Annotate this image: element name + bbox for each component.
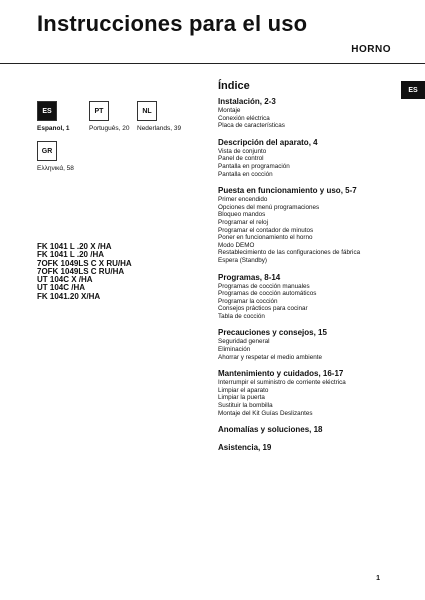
toc-section-heading: Anomalías y soluciones, 18 (218, 425, 323, 435)
language-side-tab: ES (401, 81, 425, 99)
toc-item: Opciones del menú programaciones (218, 203, 320, 211)
language-caption-nl: Nederlands, 39 (137, 125, 182, 132)
toc-section-assistance (218, 442, 408, 453)
language-box-es: ES (37, 101, 57, 121)
toc-item: Pantalla en programación (218, 162, 290, 170)
toc-item: Seguridad general (218, 338, 270, 346)
document-title: Instrucciones para el uso (37, 11, 308, 36)
toc-item: Programas de cocción manuales (218, 282, 310, 290)
toc-item: Vista de conjunto (218, 147, 267, 155)
model-item: UT 104C X /HA (37, 275, 93, 285)
toc-section-installation (218, 96, 408, 130)
toc-item: Poner en funcionamiento el horno (218, 234, 313, 242)
model-item: 7OFK 1049LS C X RU/HA (37, 258, 132, 268)
toc-item: Eliminación (218, 346, 251, 354)
toc-item: Programar el reloj (218, 218, 269, 226)
toc-item: Modo DEMO (218, 241, 255, 249)
language-box-gr: GR (37, 141, 57, 161)
toc-item: Interrumpir el suministro de corriente eléctrica (218, 379, 346, 387)
toc-item: Programar la cocción (218, 297, 278, 305)
toc-item: Panel de control (218, 155, 264, 163)
toc-item: Programar el contador de minutos (218, 226, 314, 234)
toc-section-programs (218, 272, 408, 321)
language-caption-es: Espanol, 1 (37, 125, 70, 132)
model-item: FK 1041 L .20 X /HA (37, 242, 112, 251)
model-item: 7OFK 1049LS C RU/HA (37, 266, 125, 276)
toc-section-heading: Descripción del aparato, 4 (218, 137, 318, 147)
toc-section-startup (218, 185, 408, 264)
toc-item: Restablecimiento de las configuraciones de fábrica (218, 249, 361, 257)
toc-item: Ahorrar y respetar el medio ambiente (218, 353, 322, 361)
toc-section-description (218, 137, 408, 178)
index-heading: Índice (218, 80, 250, 92)
toc-section-heading: Mantenimiento y cuidados, 16-17 (218, 369, 344, 379)
language-box-nl: NL (137, 101, 157, 121)
toc-item: Limpiar el aparato (218, 386, 269, 394)
toc-item: Limpiar la puerta (218, 394, 265, 402)
toc-item: Pantalla en cocción (218, 170, 273, 178)
toc-item: Bloqueo mandos (218, 211, 266, 219)
toc-section-maintenance (218, 368, 408, 417)
toc-section-heading: Precauciones y consejos, 15 (218, 328, 327, 338)
product-type: HORNO (351, 44, 391, 55)
model-item: FK 1041.20 X/HA (37, 291, 101, 301)
toc-section-heading: Programas, 8-14 (218, 272, 281, 282)
language-box-pt: PT (89, 101, 109, 121)
toc-section-heading: Asistencia, 19 (218, 443, 272, 453)
page-number: 1 (376, 575, 380, 582)
table-of-contents (218, 96, 408, 460)
toc-item: Consejos prácticos para cocinar (218, 305, 308, 313)
toc-item: Sustituir la bombilla (218, 402, 273, 410)
model-item: FK 1041 L .20 /HA (37, 250, 104, 260)
toc-item: Programas de cocción automáticos (218, 290, 317, 298)
model-item: UT 104C /HA (37, 283, 86, 293)
toc-item: Conexión eléctrica (218, 114, 270, 122)
toc-item: Montaje (218, 107, 241, 114)
toc-item: Tabla de cocción (218, 312, 265, 320)
toc-item: Primer encendido (218, 196, 268, 204)
model-list (37, 243, 132, 301)
toc-section-troubleshooting (218, 424, 408, 435)
toc-section-precautions (218, 327, 408, 361)
toc-item: Montaje del Kit Guías Deslizantes (218, 409, 313, 417)
language-caption-gr: Ελληνικά, 58 (37, 165, 74, 172)
toc-item: Placa de características (218, 122, 285, 130)
toc-item: Espera (Standby) (218, 256, 268, 264)
header-divider (0, 63, 425, 64)
language-caption-pt: Português, 20 (89, 125, 130, 132)
toc-section-heading: Instalación, 2-3 (218, 97, 276, 106)
toc-section-heading: Puesta en funcionamiento y uso, 5-7 (218, 186, 357, 196)
